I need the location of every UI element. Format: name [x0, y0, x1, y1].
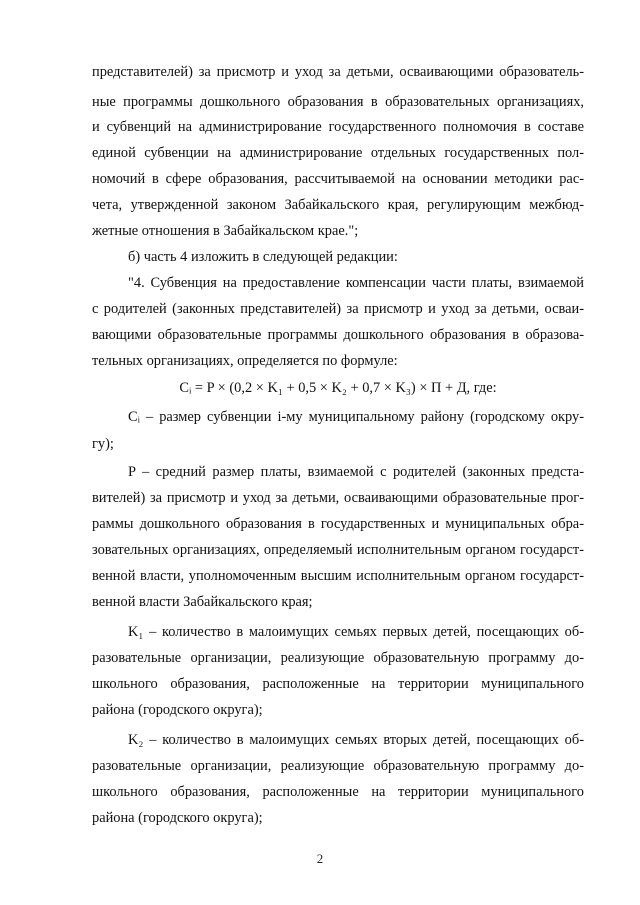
text-line: разовательные организации, реализующие образовательную программу до-: [92, 758, 584, 774]
text-line: б) часть 4 изложить в следующей редакции:: [128, 249, 398, 265]
text-line: раммы дошкольного образования в государственных и муниципальных обра-: [92, 516, 584, 532]
text-line: и субвенций на администрирование государственного полномочия в составе: [92, 119, 584, 135]
text-line: P – средний размер платы, взимаемой с родителей (законных предста-: [128, 464, 584, 480]
text-line: вителей) за присмотр и уход за детьми, осваивающими образовательные прог-: [92, 490, 584, 506]
formula: Cᵢ = P × (0,2 × K₁ + 0,5 × K₂ + 0,7 × K₃) × П + Д, где:: [179, 380, 497, 396]
text-line: единой субвенции на администрирование отдельных государственных пол-: [92, 145, 584, 161]
text-line: района (городского округа);: [92, 810, 263, 826]
text-line: номочий в сфере образования, рассчитываемой на основании методики рас-: [92, 171, 584, 187]
text-line: с родителей (законных представителей) за присмотр и уход за детьми, осваи-: [92, 301, 584, 317]
text-line: венной власти, уполномоченным высшим исполнительным органом государст-: [92, 568, 584, 584]
text-line: школьного образования, расположенные на территории муниципального: [92, 676, 584, 692]
text-line: K₁ – количество в малоимущих семьях первых детей, посещающих об-: [128, 624, 584, 640]
text-line: чета, утвержденной законом Забайкальского края, регулирующим межбюд-: [92, 197, 584, 213]
text-line: разовательные организации, реализующие образовательную программу до-: [92, 650, 584, 666]
text-line: школьного образования, расположенные на территории муниципального: [92, 784, 584, 800]
text-line: K₂ – количество в малоимущих семьях вторых детей, посещающих об-: [128, 732, 584, 748]
page-number: 2: [316, 851, 324, 866]
text-line: тельных организациях, определяется по формуле:: [92, 353, 398, 369]
text-line: зовательных организациях, определяемый исполнительным органом государст-: [92, 542, 584, 558]
text-line: венной власти Забайкальского края;: [92, 594, 313, 610]
text-line: жетные отношения в Забайкальском крае.";: [92, 223, 359, 239]
text-line: вающими образовательные программы дошкольного образования в образова-: [92, 327, 584, 343]
text-line: гу);: [92, 436, 114, 452]
text-line: Cᵢ – размер субвенции i-му муниципальному району (городскому окру-: [128, 409, 584, 425]
text-line: района (городского округа);: [92, 702, 263, 718]
text-line: "4. Субвенция на предоставление компенсации части платы, взимаемой: [128, 275, 584, 291]
text-line: представителей) за присмотр и уход за детьми, осваивающими образователь-: [92, 64, 584, 80]
text-line: ные программы дошкольного образования в образовательных организациях,: [92, 94, 584, 110]
